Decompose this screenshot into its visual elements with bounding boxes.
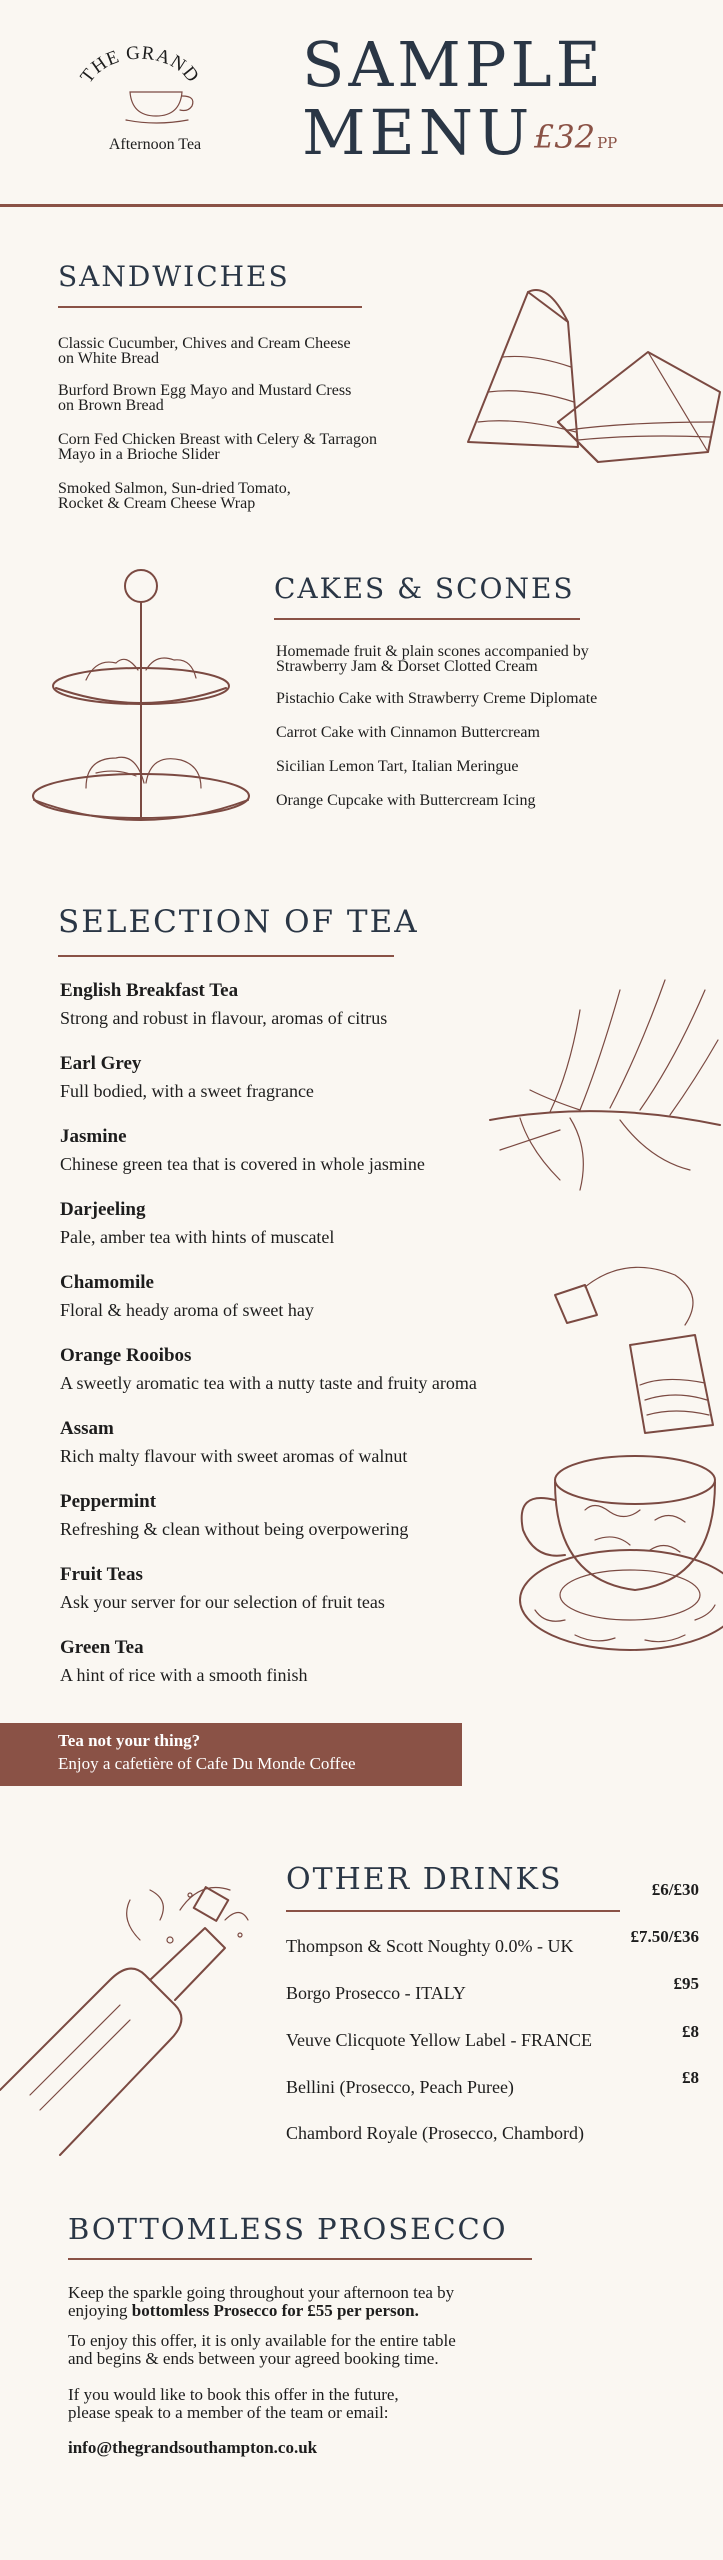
drink-item: Veuve Clicquote Yellow Label - FRANCE [286, 2030, 592, 2050]
cake-item-line: Strawberry Jam & Dorset Clotted Cream [276, 658, 538, 675]
sandwich-item-line: Burford Brown Egg Mayo and Mustard Cress [58, 382, 352, 399]
prosecco-line: To enjoy this offer, it is only available for the entire table [68, 2331, 456, 2350]
coffee-banner-title: Tea not your thing? [58, 1731, 201, 1750]
sandwich-item-line: on Brown Bread [58, 397, 164, 414]
tea-item [60, 980, 387, 1029]
price-suffix: PP [597, 134, 618, 152]
prosecco-text: enjoying [68, 2301, 132, 2320]
tea-item-description: Full bodied, with a sweet fragrance [60, 1081, 314, 1101]
cake-item [276, 644, 589, 674]
tea-item-name: Jasmine [60, 1126, 127, 1147]
cake-item-line: Homemade fruit & plain scones accompanied by [276, 643, 589, 660]
cake-item [276, 691, 597, 706]
drink-item: Borgo Prosecco - ITALY [286, 1983, 466, 2003]
cake-stand-illustration-icon [26, 568, 256, 828]
drink-price: £6/£30 [651, 1880, 699, 1899]
tea-item-description: Refreshing & clean without being overpowering [60, 1519, 409, 1539]
drink-item: Thompson & Scott Noughty 0.0% - UK [286, 1936, 574, 1956]
section-title-sandwiches: SANDWICHES [58, 260, 290, 293]
section-rule-prosecco [68, 2258, 532, 2260]
sandwich-item-line: Rocket & Cream Cheese Wrap [58, 495, 256, 512]
sandwich-illustration-icon [458, 272, 718, 472]
cake-item-line: Carrot Cake with Cinnamon Buttercream [276, 724, 540, 741]
tea-item-description: A hint of rice with a smooth finish [60, 1665, 308, 1685]
tea-item-name: Darjeeling [60, 1199, 146, 1220]
svg-text:THE GRAND: THE GRAND [76, 42, 204, 88]
tea-item-name: English Breakfast Tea [60, 980, 239, 1001]
prosecco-paragraph-3 [68, 2386, 399, 2422]
teabag-illustration-icon [545, 1265, 723, 1435]
cake-item-line: Sicilian Lemon Tart, Italian Meringue [276, 758, 519, 775]
prosecco-line: and begins & ends between your agreed booking time. [68, 2349, 439, 2368]
section-rule-cakes [274, 618, 580, 620]
logo [76, 38, 204, 158]
cake-item [276, 793, 535, 808]
tea-item-name: Assam [60, 1418, 114, 1439]
tea-item-description: Chinese green tea that is covered in whole jasmine [60, 1154, 425, 1174]
tea-item [60, 1199, 334, 1248]
prosecco-line: Keep the sparkle going throughout your afternoon tea by [68, 2283, 455, 2302]
sandwich-item [58, 432, 377, 462]
sandwich-item-line: Mayo in a Brioche Slider [58, 446, 220, 463]
tea-item-description: Strong and robust in flavour, aromas of citrus [60, 1008, 388, 1028]
herb-sprig-illustration-icon [490, 950, 720, 1200]
header-divider [0, 204, 723, 207]
menu-title-sample: SAMPLE [302, 28, 605, 101]
sandwich-item [58, 336, 351, 366]
drink-price: £95 [673, 1974, 699, 1993]
tea-item-name: Earl Grey [60, 1053, 142, 1074]
prosecco-offer-highlight: bottomless Prosecco for £55 per person. [131, 2301, 419, 2320]
section-rule-drinks [286, 1910, 620, 1912]
drink-item: Bellini (Prosecco, Peach Puree) [286, 2077, 514, 2097]
tea-item-name: Orange Rooibos [60, 1345, 192, 1366]
prosecco-line: please speak to a member of the team or email: [68, 2403, 389, 2422]
tea-item [60, 1564, 385, 1613]
teacup-saucer-illustration-icon [515, 1440, 723, 1660]
tea-item [60, 1053, 314, 1102]
drink-price: £8 [682, 2068, 699, 2087]
tea-item [60, 1272, 314, 1321]
tea-item-description: A sweetly aromatic tea with a nutty taste and fruity aroma [60, 1373, 477, 1393]
section-title-tea: SELECTION OF TEA [58, 904, 419, 940]
tea-item-name: Fruit Teas [60, 1564, 143, 1585]
cake-item [276, 725, 540, 740]
tea-item [60, 1345, 477, 1394]
sandwich-item-line: on White Bread [58, 350, 160, 367]
tea-item-description: Floral & heady aroma of sweet hay [60, 1300, 314, 1320]
sandwich-item [58, 481, 291, 511]
sandwich-item-line: Classic Cucumber, Chives and Cream Cheese [58, 335, 351, 352]
tea-item [60, 1126, 425, 1175]
cake-item-line: Orange Cupcake with Buttercream Icing [276, 792, 536, 809]
cake-item-line: Pistachio Cake with Strawberry Creme Diplomate [276, 690, 598, 707]
prosecco-paragraph-2 [68, 2332, 456, 2368]
tea-item-description: Rich malty flavour with sweet aromas of walnut [60, 1446, 408, 1466]
section-rule-sandwiches [58, 306, 362, 308]
tea-item-name: Green Tea [60, 1637, 144, 1658]
section-rule-tea [58, 955, 394, 957]
prosecco-line: If you would like to book this offer in the future, [68, 2385, 399, 2404]
contact-email-link[interactable]: info@thegrandsouthampton.co.uk [68, 2438, 318, 2457]
champagne-bottle-illustration-icon [0, 1880, 260, 2160]
tea-item-name: Peppermint [60, 1491, 157, 1512]
drink-item: Chambord Royale (Prosecco, Chambord) [286, 2123, 584, 2143]
menu-title-menu: MENU [302, 96, 534, 169]
tea-item-description: Ask your server for our selection of fruit teas [60, 1592, 385, 1612]
sandwich-item [58, 383, 351, 413]
tea-item [60, 1637, 307, 1686]
section-title-cakes: CAKES & SCONES [274, 572, 575, 605]
sandwich-item-line: Smoked Salmon, Sun-dried Tomato, [58, 480, 291, 497]
prosecco-line [68, 2302, 454, 2320]
tea-item [60, 1491, 408, 1540]
coffee-banner-text: Enjoy a cafetière of Cafe Du Monde Coffee [58, 1754, 356, 1773]
price-value: £32 [534, 118, 596, 156]
sandwich-item-line: Corn Fed Chicken Breast with Celery & Tarragon [58, 431, 377, 448]
section-title-prosecco: BOTTOMLESS PROSECCO [68, 2212, 508, 2246]
section-title-drinks: OTHER DRINKS [286, 1862, 563, 1897]
tea-item-name: Chamomile [60, 1272, 154, 1293]
drink-price: £8 [682, 2022, 699, 2041]
price-badge [534, 118, 617, 156]
drink-price: £7.50/£36 [630, 1927, 699, 1946]
logo-subtitle: Afternoon Tea [108, 136, 202, 153]
prosecco-paragraph-1 [68, 2284, 454, 2320]
cake-item [276, 759, 519, 774]
tea-item-description: Pale, amber tea with hints of muscatel [60, 1227, 335, 1247]
tea-item [60, 1418, 407, 1467]
teacup-logo-icon [126, 82, 206, 122]
